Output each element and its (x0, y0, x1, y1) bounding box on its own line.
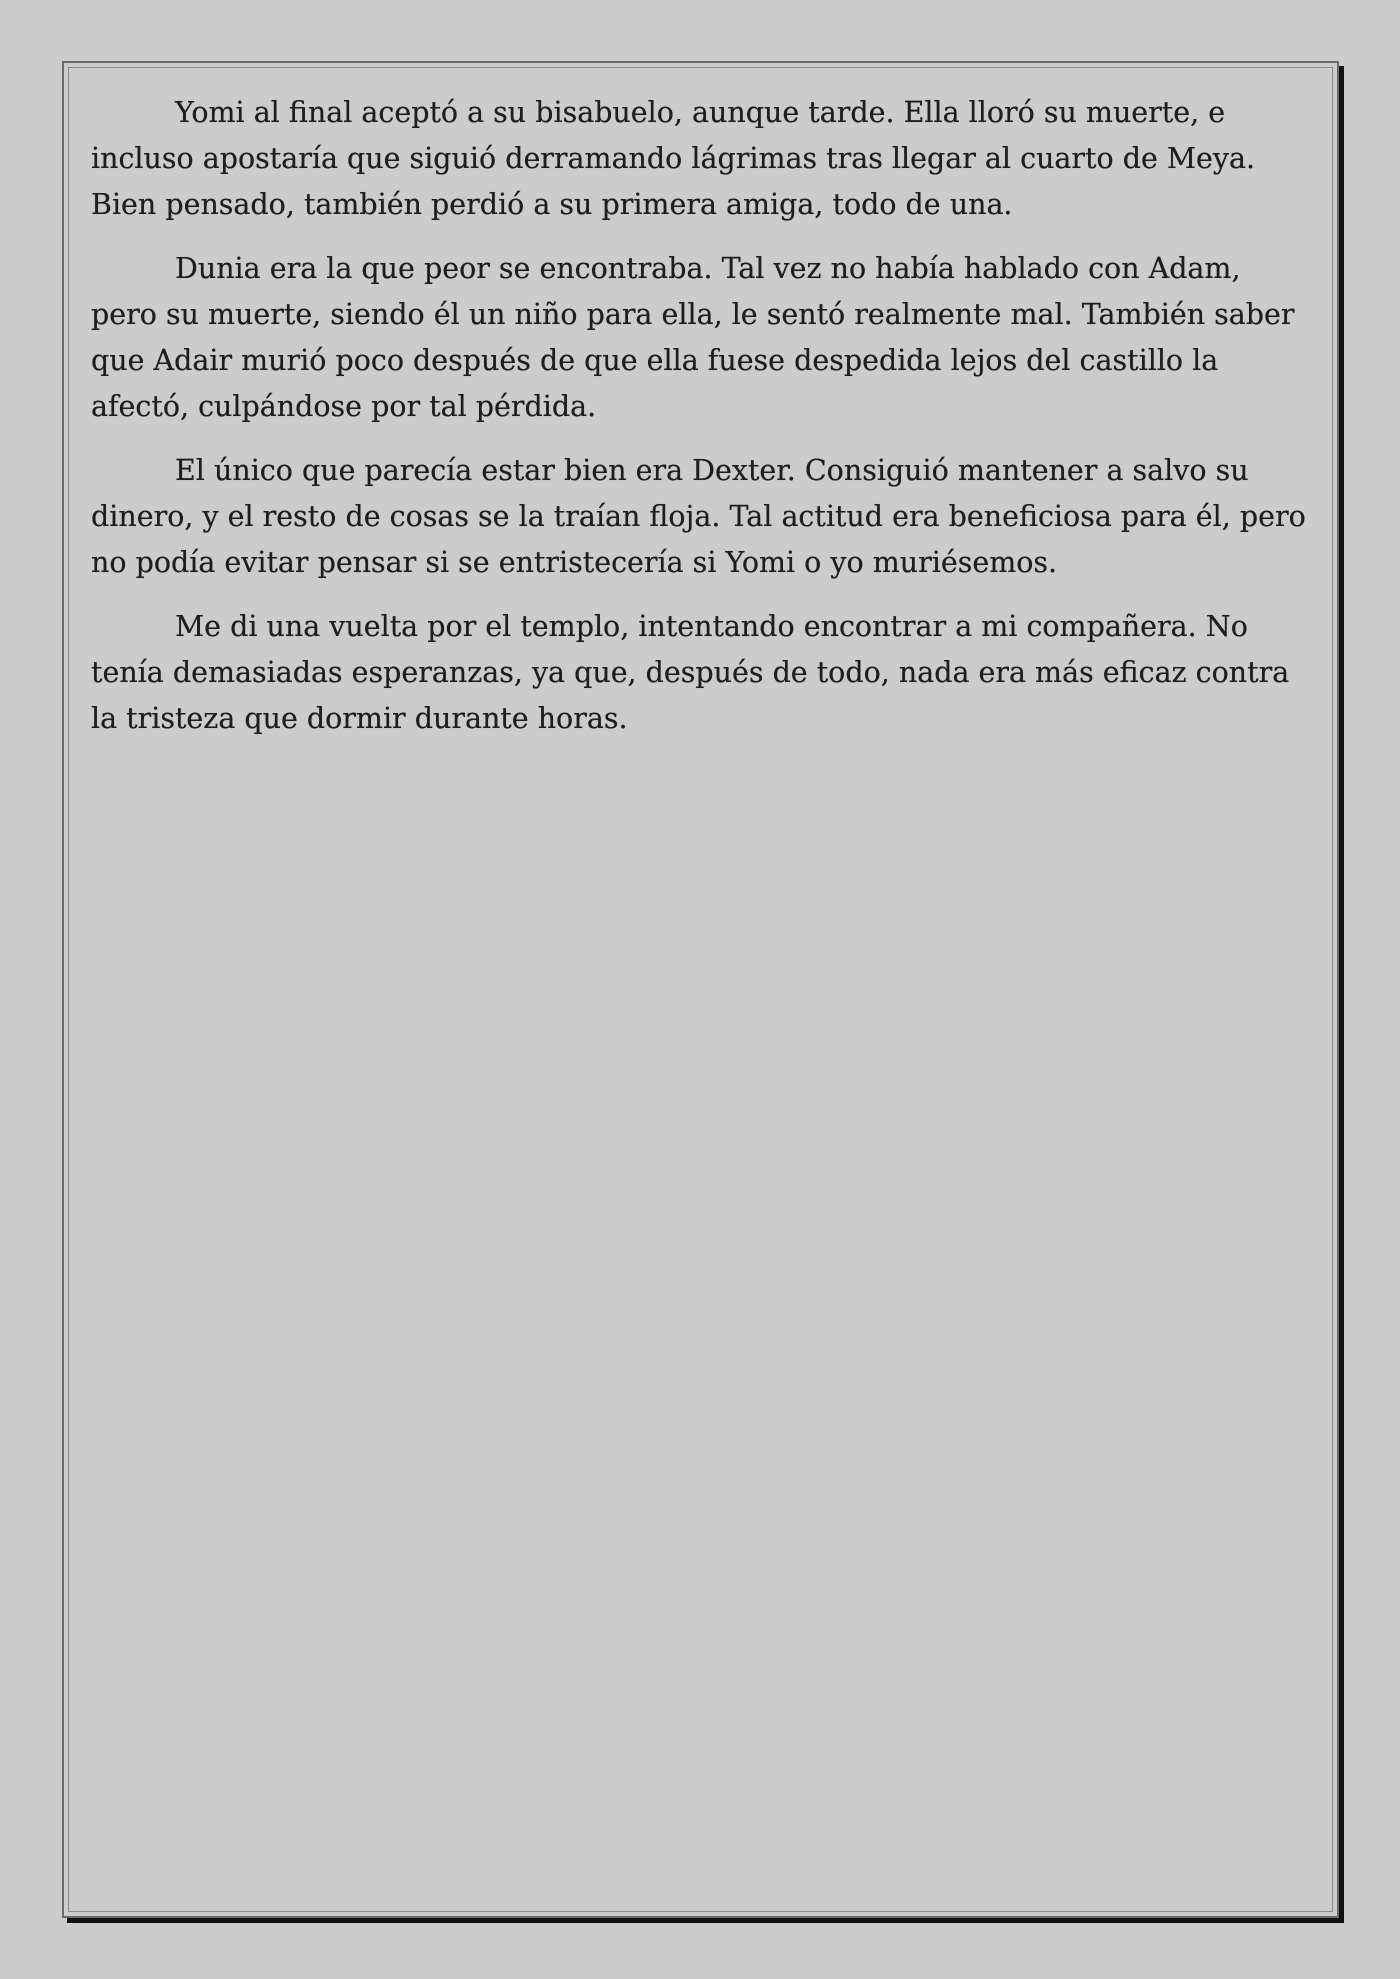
paragraph-2: Dunia era la que peor se encontraba. Tal vez no había hablado con Adam, pero su muerte, siendo él un niño para ella, le sentó realmente mal. También saber que Adair murió poco después de que ella fuese despedida lejos del castillo la afectó, culpándose por tal pérdida. (91, 252, 1295, 423)
paragraph-1: Yomi al final aceptó a su bisabuelo, aunque tarde. Ella lloró su muerte, e incluso apostaría que siguió derramando lágrimas tras llegar al cuarto de Meya. Bien pensado, también perdió a su primera amiga, todo de una. (91, 96, 1256, 221)
paragraph-4: Me di una vuelta por el templo, intentando encontrar a mi compañera. No tenía demasiadas esperanzas, ya que, después de todo, nada era más eficaz contra la tristeza que dormir durante horas. (91, 610, 1290, 735)
text-body (91, 90, 1313, 760)
page-inner-border (68, 67, 1333, 1912)
page-frame (62, 61, 1339, 1918)
paragraph-3: El único que parecía estar bien era Dexter. Consiguió mantener a salvo su dinero, y el resto de cosas se la traían floja. Tal actitud era beneficiosa para él, pero no podía evitar pensar si se entristecería si Yomi o yo muriésemos. (91, 454, 1306, 579)
